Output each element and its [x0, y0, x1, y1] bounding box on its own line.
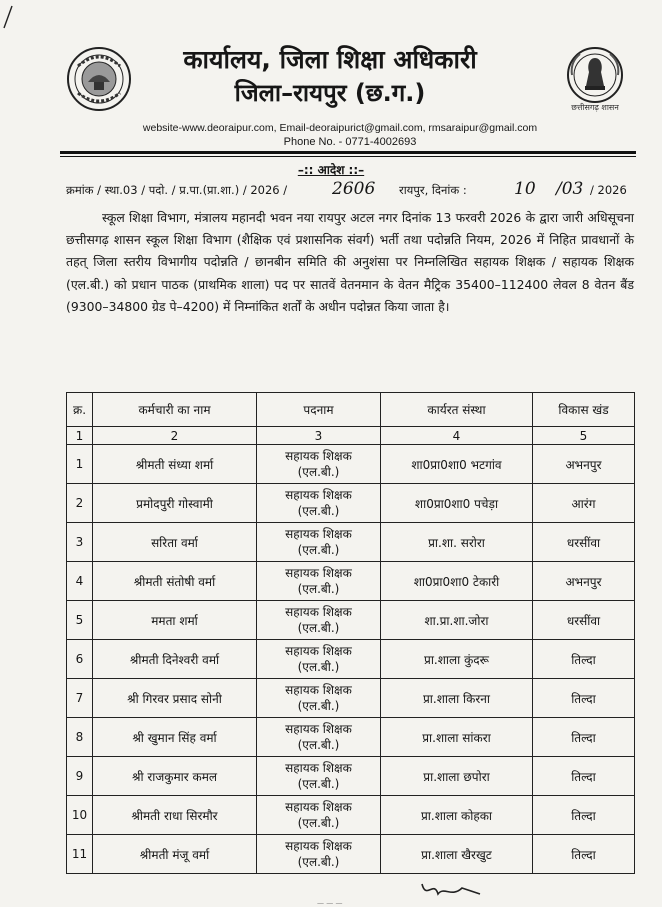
table-row [67, 796, 635, 835]
table-row [67, 562, 635, 601]
designation-line: (एल.बी.) [297, 465, 340, 479]
block-cell: तिल्दा [533, 757, 635, 796]
column-index-row [67, 427, 635, 445]
block-cell: अभनपुर [533, 562, 635, 601]
designation-cell [257, 835, 381, 874]
page-footer: — — — [317, 899, 343, 907]
block-cell: अभनपुर [533, 445, 635, 484]
block-cell: तिल्दा [533, 640, 635, 679]
table-row [67, 679, 635, 718]
block-cell: धरसींवा [533, 523, 635, 562]
designation-cell [257, 640, 381, 679]
school-cell: प्रा.शाला खैरखुट [381, 835, 533, 874]
table-row [67, 523, 635, 562]
pen-mark-icon [0, 0, 30, 40]
column-header: क्र. [67, 393, 93, 427]
serial-cell: 3 [67, 523, 93, 562]
designation-line: सहायक शिक्षक [285, 488, 352, 502]
name-cell: श्रीमती संध्या शर्मा [93, 445, 257, 484]
table-row [67, 835, 635, 874]
name-cell: श्रीमती राधा सिरमौर [93, 796, 257, 835]
district-education-seal-icon [66, 46, 132, 112]
table-header-row [67, 393, 635, 427]
designation-line: सहायक शिक्षक [285, 839, 352, 853]
serial-cell: 9 [67, 757, 93, 796]
order-body: स्कूल शिक्षा विभाग, मंत्रालय महानदी भवन नया रायपुर अटल नगर दिनांक 13 फरवरी 2026 के द्वारा जारी अधिसूचना छत्तीसगढ़ शासन स्कूल शिक्षा विभाग (शैक्षिक एवं प्रशासनिक संवर्ग) भर्ती तथा पदोन्नति नियम, 2026 में निहित प्रावधानों के तहत् जिला स्तरीय विभागीय पदोन्नति / छानबीन समिति की अनुशंसा पर निम्नलिखित सहायक शिक्षक / सहायक शिक्षक (एल.बी.) को प्रधान पाठक (प्राथमिक शाला) पद पर सातवें वेतनमान के वेतन मैट्रिक 35400–112400 लेवल 8 वेतन बैंड (9300–34800 ग्रेड पे–4200) में निम्नांकित शर्तों के अधीन पदोन्नत किया जाता है। [66, 210, 634, 314]
column-header: विकास खंड [533, 393, 635, 427]
designation-line: (एल.बी.) [297, 660, 340, 674]
school-cell: प्रा.शा. सरोरा [381, 523, 533, 562]
name-cell: श्रीमती संतोषी वर्मा [93, 562, 257, 601]
header-divider-thick [60, 151, 636, 154]
designation-cell [257, 445, 381, 484]
name-cell: सरिता वर्मा [93, 523, 257, 562]
name-cell: ममता शर्मा [93, 601, 257, 640]
designation-line: सहायक शिक्षक [285, 800, 352, 814]
office-title: कार्यालय, जिला शिक्षा अधिकारी [183, 45, 477, 74]
designation-line: (एल.बी.) [297, 621, 340, 635]
column-index: 2 [93, 427, 257, 445]
signature-icon [418, 876, 488, 906]
serial-cell: 5 [67, 601, 93, 640]
school-cell: शा0प्रा0शा0 टेकारी [381, 562, 533, 601]
designation-line: (एल.बी.) [297, 543, 340, 557]
serial-cell: 8 [67, 718, 93, 757]
designation-line: सहायक शिक्षक [285, 566, 352, 580]
table-row [67, 718, 635, 757]
reference-line [66, 179, 636, 201]
name-cell: श्रीमती दिनेश्वरी वर्मा [93, 640, 257, 679]
designation-line: (एल.बी.) [297, 855, 340, 869]
block-cell: तिल्दा [533, 796, 635, 835]
name-cell: श्रीमती मंजू वर्मा [93, 835, 257, 874]
order-heading-text: –:: आदेश ::– [297, 163, 365, 177]
name-cell: प्रमोदपुरी गोस्वामी [93, 484, 257, 523]
reference-number: 2606 [332, 179, 376, 199]
designation-cell [257, 679, 381, 718]
state-emblem-icon [562, 46, 628, 104]
name-cell: श्री खुमान सिंह वर्मा [93, 718, 257, 757]
contact-line: website-www.deoraipur.com, Email-deoraipurict@gmail.com, rmsaraipur@gmail.com [142, 122, 538, 134]
table-row [67, 601, 635, 640]
designation-line: सहायक शिक्षक [285, 644, 352, 658]
designation-cell [257, 484, 381, 523]
name-cell: श्री राजकुमार कमल [93, 757, 257, 796]
school-cell: शा.प्रा.शा.जोरा [381, 601, 533, 640]
state-emblem-caption: छत्तीसगढ़ शासन [571, 103, 619, 112]
date-month: /03 [556, 179, 584, 199]
serial-cell: 4 [67, 562, 93, 601]
school-cell: प्रा.शाला कोहका [381, 796, 533, 835]
table-row [67, 757, 635, 796]
designation-cell [257, 523, 381, 562]
designation-cell [257, 601, 381, 640]
school-cell: शा0प्रा0शा0 पचेड़ा [381, 484, 533, 523]
designation-line: (एल.बी.) [297, 738, 340, 752]
designation-line: (एल.बी.) [297, 699, 340, 713]
school-cell: प्रा.शाला कुंदरू [381, 640, 533, 679]
column-header: कार्यरत संस्था [381, 393, 533, 427]
designation-cell [257, 562, 381, 601]
serial-cell: 7 [67, 679, 93, 718]
school-cell: शा0प्रा0शा0 भटगांव [381, 445, 533, 484]
date-year: / 2026 [590, 183, 627, 197]
table-row [67, 640, 635, 679]
block-cell: तिल्दा [533, 718, 635, 757]
promotion-table [66, 392, 635, 874]
designation-cell [257, 718, 381, 757]
designation-cell [257, 757, 381, 796]
block-cell: तिल्दा [533, 835, 635, 874]
serial-cell: 2 [67, 484, 93, 523]
designation-line: (एल.बी.) [297, 504, 340, 518]
designation-cell [257, 796, 381, 835]
column-header: कर्मचारी का नाम [93, 393, 257, 427]
designation-line: (एल.बी.) [297, 777, 340, 791]
district-title: जिला–रायपुर (छ.ग.) [234, 79, 426, 107]
serial-cell: 1 [67, 445, 93, 484]
block-cell: तिल्दा [533, 679, 635, 718]
order-heading [0, 161, 662, 178]
serial-cell: 11 [67, 835, 93, 874]
name-cell: श्री गिरवर प्रसाद सोनी [93, 679, 257, 718]
column-header: पदनाम [257, 393, 381, 427]
designation-line: सहायक शिक्षक [285, 605, 352, 619]
column-index: 3 [257, 427, 381, 445]
school-cell: प्रा.शाला किरना [381, 679, 533, 718]
designation-line: सहायक शिक्षक [285, 527, 352, 541]
column-index: 1 [67, 427, 93, 445]
date-day: 10 [514, 179, 536, 199]
block-cell: आरंग [533, 484, 635, 523]
reference-prefix: क्रमांक / स्था.03 / पदो. / प्र.पा.(प्रा.शा.) / 2026 / [66, 183, 288, 197]
block-cell: धरसींवा [533, 601, 635, 640]
phone-line: Phone No. - 0771-4002693 [283, 136, 417, 148]
place-date-label: रायपुर, दिनांक : [399, 183, 467, 197]
column-index: 4 [381, 427, 533, 445]
serial-cell: 6 [67, 640, 93, 679]
header-divider-thin [60, 156, 636, 157]
designation-line: (एल.बी.) [297, 582, 340, 596]
designation-line: सहायक शिक्षक [285, 449, 352, 463]
designation-line: सहायक शिक्षक [285, 722, 352, 736]
serial-cell: 10 [67, 796, 93, 835]
designation-line: सहायक शिक्षक [285, 761, 352, 775]
table-row [67, 445, 635, 484]
school-cell: प्रा.शाला सांकरा [381, 718, 533, 757]
school-cell: प्रा.शाला छपोरा [381, 757, 533, 796]
designation-line: (एल.बी.) [297, 816, 340, 830]
designation-line: सहायक शिक्षक [285, 683, 352, 697]
column-index: 5 [533, 427, 635, 445]
table-row [67, 484, 635, 523]
